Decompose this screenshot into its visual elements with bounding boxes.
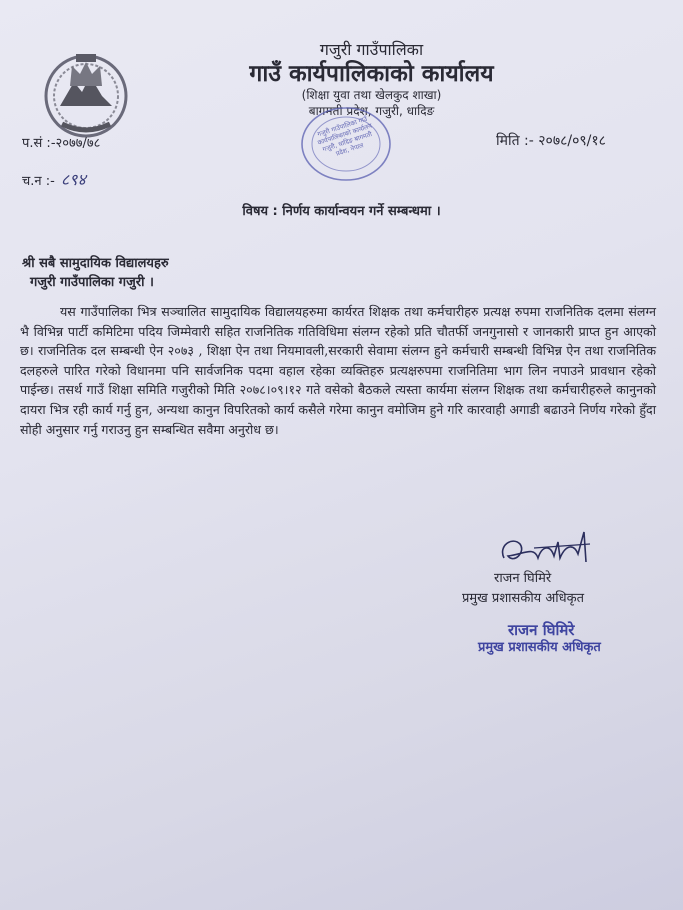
recipient-line-2: गजुरी गाउँपालिका गजुरी । [30,275,154,290]
dispatch-number [22,168,86,190]
signatory-title: प्रमुख प्रशासकीय अधिकृत [462,591,585,606]
office-seal [298,104,394,184]
office-address: बागमती प्रदेश, गजुरी, धादिङ [308,104,435,118]
letter-body: यस गाउँपालिका भित्र सञ्चालित सामुदायिक विद्यालयहरुमा कार्यरत शिक्षक तथा कर्मचारीहरु प्रत्यक्ष रुपमा राजनितिक दलमा संलग्न भै विभिन्न पार्टी कमिटिमा पदिय जिम्मेवारी सहित राजनितिक गतिविधिमा संलग्न रहेको प्रति चौतर्फी जनगुनासो र जानकारी प्राप्त हुन आएको छ। राजनितिक दल सम्बन्धी ऐन २०७३ , शिक्षा ऐन तथा नियमावली,सरकारी सेवामा संलग्न हुने कर्मचारी सम्बन्धी विभिन्न ऐन तथा राजनितिक दलहरुले पारित गरेको विधानमा पनि सार्वजनिक पदमा वहाल रहेका व्यक्तिहरु प्रत्यक्षरुपमा राजनितिमा भाग लिन नपाउने प्रावधान रहेको पाईन्छ। तसर्थ गाउँ शिक्षा समिति गजुरीको मिति २०७८।०९।१२ गते वसेको बैठकले त्यस्ता कार्यमा संलग्न शिक्षक तथा कर्मचारीहरुले कानुनको दायरा भित्र रही कार्य गर्नु हुन, अन्यथा कानुन विपरितको कार्य कसैले गरेमा कानुन वमोजिम हुने गरि कारवाही अगाडी बढाउने निर्णय गरेको हुँदा सोही अनुसार गर्नु गराउनु हुन सम्बन्धित सवैमा अनुरोध छ। [20,304,656,437]
seal-text: गजुरी गाउँपालिका गाउँ कार्यपालिकाको कार्यालय गजुरी, धादिङ बागमती प्रदेश, नेपाल [316,114,373,158]
reference-number: प.सं :-२०७७/७८ [22,136,101,151]
branch-name: (शिक्षा युवा तथा खेलकुद शाखा) [301,88,442,102]
signature-icon [494,524,604,572]
dispatch-label: च.न :- [22,174,55,189]
stamp-title: प्रमुख प्रशासकीय अधिकृत [478,640,601,655]
recipient-line-1: श्री सबै सामुदायिक विद्यालयहरु [22,256,169,271]
municipality-name: गजुरी गाउँपालिका [319,40,424,59]
dispatch-value: ८९४ [60,170,86,189]
letter-date: मिति :- २०७८/०९/१८ [496,133,606,149]
signatory-name: राजन घिमिरे [494,571,552,586]
subject-line: विषय : निर्णय कार्यान्वयन गर्ने सम्बन्धमा । [242,204,441,219]
stamp-name: राजन घिमिरे [508,621,575,639]
office-title: गाउँ कार्यपालिकाको कार्यालय [249,61,494,87]
